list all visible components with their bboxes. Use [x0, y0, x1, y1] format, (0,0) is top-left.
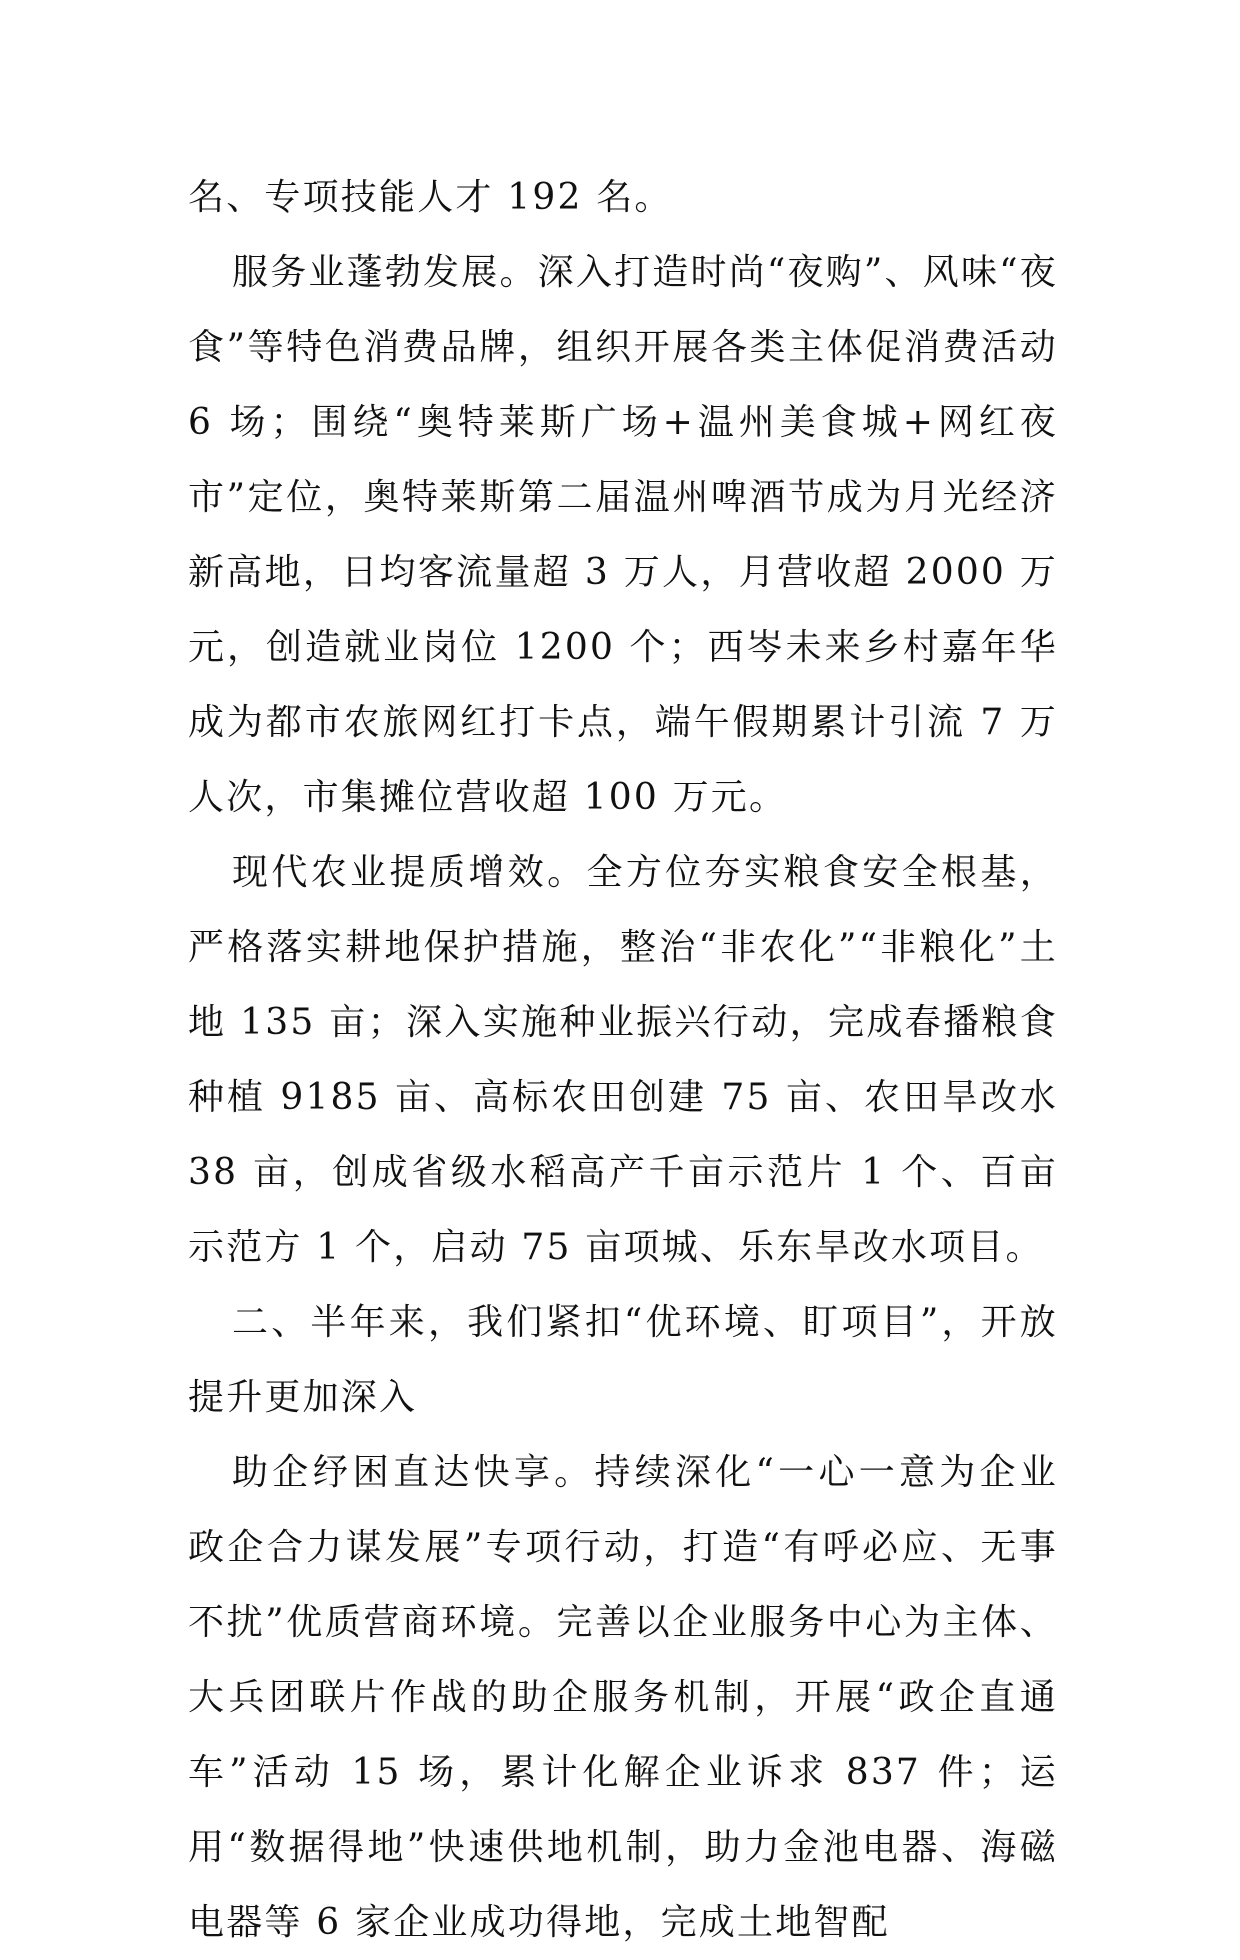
paragraph-enterprise-support: 助企纾困直达快享。持续深化“一心一意为企业 政企合力谋发展”专项行动，打造“有呼必应、无事不扰”优质营商环境。完善以企业服务中心为主体、大兵团联片作战的助企服务机制，开展“政企直通车”活动 15 场，累计化解企业诉求 837 件；运用“数据得地”快速供地机制，助力金池电器、海磁电器等 6 家企业成功得地，完成土地智配 — [188, 1452, 1058, 1943]
paragraph-service-industry: 服务业蓬勃发展。深入打造时尚“夜购”、风味“夜食”等特色消费品牌，组织开展各类主体促消费活动 6 场；围绕“奥特莱斯广场+温州美食城+网红夜市”定位，奥特莱斯第二届温州啤酒节成为月光经济新高地，日均客流量超 3 万人，月营收超 2000 万元，创造就业岗位 1200 个；西岑未来乡村嘉年华成为都市农旅网红打卡点，端午假期累计引流 7 万人次，市集摊位营收超 100 万元。 — [188, 252, 1058, 818]
section-heading-two: 二、半年来，我们紧扣“优环境、盯项目”，开放提升更加深入 — [188, 1302, 1058, 1418]
document-body — [188, 160, 1058, 1960]
paragraph-continuation: 名、专项技能人才 192 名。 — [188, 177, 673, 218]
paragraph-modern-agriculture: 现代农业提质增效。全方位夯实粮食安全根基，严格落实耕地保护措施，整治“非农化”“非粮化”土地 135 亩；深入实施种业振兴行动，完成春播粮食种植 9185 亩、高标农田创建 75 亩、农田旱改水 38 亩，创成省级水稻高产千亩示范片 1 个、百亩示范方 1 个，启动 75 亩项城、乐东旱改水项目。 — [188, 852, 1058, 1268]
